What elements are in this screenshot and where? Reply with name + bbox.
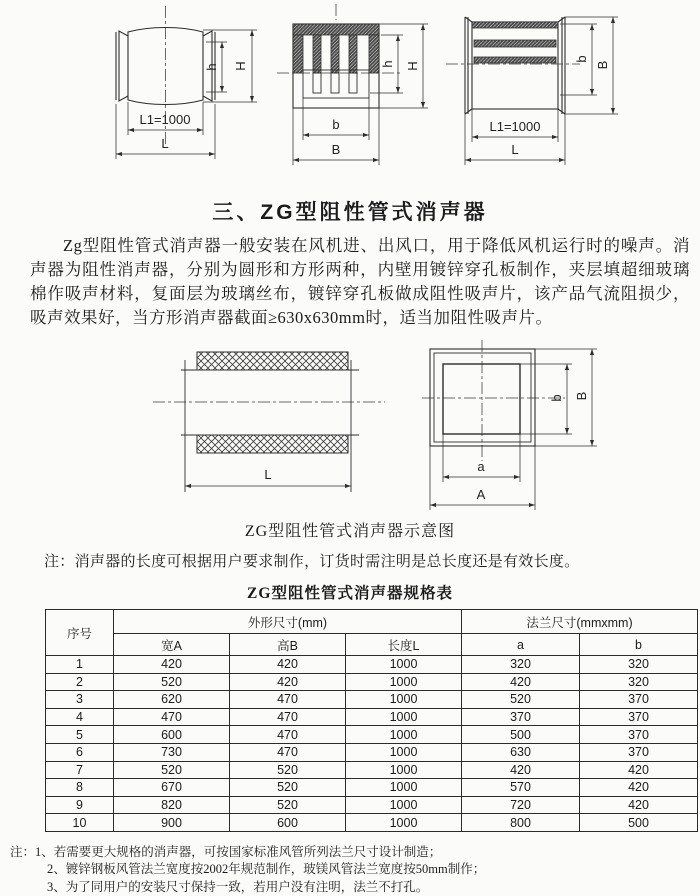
spec-cell: 570 [462,779,580,797]
spec-row [46,743,698,761]
drawing-square-silencer-elevation [440,0,660,192]
splitter-band [474,57,556,63]
footnote-line: 3、为了同用户的安装尺寸保持一致，若用户没有注明，法兰不打孔。 [47,879,429,894]
dim-label-H: H [233,61,248,71]
spec-table-body [46,656,698,832]
spec-cell: 5 [46,726,114,744]
spec-cell: 1 [46,656,114,674]
spec-cell: 900 [114,814,230,832]
footnote-line: 注：1、若需要更大规格的消声器，可按国家标准风管所列法兰尺寸设计制造； [10,844,442,859]
drawing-round-section [145,340,397,508]
spec-cell: 520 [230,796,346,814]
spec-cell: 10 [46,814,114,832]
liner-band [472,22,558,28]
dim-label-h: h [380,60,395,68]
spec-cell: 470 [230,708,346,726]
spec-cell: 470 [230,743,346,761]
spec-cell: 520 [230,761,346,779]
spec-cell: 630 [462,743,580,761]
spec-cell: 2 [46,673,114,691]
spec-cell: 600 [114,726,230,744]
dim-label-B: B [574,391,589,401]
figure-note: 注：消声器的长度可根据用户要求制作，订货时需注明是总长度还是有效长度。 [44,554,580,570]
spec-cell: 1000 [346,796,462,814]
drawing-round-silencer-elevation [90,0,275,192]
dim-label-L: L [264,467,272,482]
spec-cell: 820 [114,796,230,814]
spec-row [46,673,698,691]
spec-row [46,779,698,797]
dim-label-a: a [477,459,485,474]
col-header-flange-b: b [580,634,698,656]
splitter-lower [313,73,321,93]
spec-cell: 470 [114,708,230,726]
drawing-square-silencer-front [273,0,448,192]
spec-cell: 8 [46,779,114,797]
spec-cell: 7 [46,761,114,779]
splitter-lower [349,73,357,93]
spec-cell: 420 [230,673,346,691]
drawing-square-section [420,336,640,514]
figure-top-row [0,0,700,194]
dim-label-L1: L1=1000 [139,112,191,127]
dim-label-L1: L1=1000 [489,119,541,134]
dim-label-B: B [331,142,341,157]
spec-cell: 370 [462,708,580,726]
left-flange [119,31,128,101]
spec-cell: 1000 [346,708,462,726]
table-title: ZG型阻性管式消声器规格表 [247,585,453,602]
spec-cell: 470 [230,726,346,744]
dim-label-b: b [549,394,564,402]
col-group-flange: 法兰尺寸(mmxmm) [462,610,698,634]
spec-cell: 320 [580,656,698,674]
section-heading: 三、ZG型阻性管式消声器 [212,201,488,224]
bottom-absorber-wall [197,435,348,453]
splitter-lower [331,73,339,93]
figure-caption: ZG型阻性管式消声器示意图 [244,523,456,540]
top-liner [293,24,379,35]
spec-cell: 1000 [346,691,462,709]
right-liner [369,35,379,73]
spec-cell: 420 [580,779,698,797]
dim-label-H: H [405,61,420,71]
spec-cell: 1000 [346,726,462,744]
spec-row [46,726,698,744]
spec-cell: 520 [114,673,230,691]
spec-cell: 420 [462,673,580,691]
col-header-length: 长度L [346,634,462,656]
dim-label-h: h [204,63,219,71]
col-header-width: 宽A [114,634,230,656]
spec-cell: 1000 [346,673,462,691]
spec-cell: 420 [580,796,698,814]
splitter-band [474,40,556,47]
dim-label-b: b [332,117,340,132]
spec-row [46,761,698,779]
spec-cell: 3 [46,691,114,709]
spec-cell: 320 [580,673,698,691]
spec-cell: 420 [580,761,698,779]
spec-cell: 370 [580,708,698,726]
spec-cell: 420 [230,656,346,674]
spec-table [45,609,698,832]
spec-row [46,814,698,832]
spec-cell: 1000 [346,814,462,832]
spec-cell: 1000 [346,656,462,674]
spec-cell: 730 [114,743,230,761]
spec-cell: 520 [114,761,230,779]
spec-cell: 320 [462,656,580,674]
dim-label-B: B [595,60,610,70]
description-paragraph: Zg型阻性管式消声器一般安装在风机进、出风口，用于降低风机运行时的噪声。消声器为阻性消声器，分别为圆形和方形两种，内壁用镀锌穿孔板制作，夹层填超细玻璃棉作吸声材料，复面层为玻璃丝布，镀锌穿孔板做成阻性吸声片，该产品气流阻损少，吸声效果好，当方形消声器截面≥630x630mm时，适当加阻性吸声片。 [30,236,690,327]
spec-cell: 370 [580,691,698,709]
spec-cell: 800 [462,814,580,832]
col-header-flange-a: a [462,634,580,656]
spec-cell: 1000 [346,743,462,761]
footnotes [10,844,700,896]
spec-cell: 470 [230,691,346,709]
middle-shell [434,353,531,442]
dim-label-L: L [511,142,519,157]
spec-cell: 420 [114,656,230,674]
dim-label-L: L [161,136,169,151]
spec-cell: 620 [114,691,230,709]
footnote-line: 2、镀锌钢板风管法兰宽度按2002年规范制作，玻镁风管法兰宽度按50mm制作； [47,862,486,877]
col-group-outline: 外形尺寸(mm) [114,610,462,634]
splitter [313,35,321,73]
spec-row [46,796,698,814]
col-header-height: 高B [230,634,346,656]
spec-cell: 370 [580,726,698,744]
spec-cell: 520 [462,691,580,709]
spec-cell: 420 [462,761,580,779]
spec-cell: 600 [230,814,346,832]
spec-cell: 370 [580,743,698,761]
spec-row [46,691,698,709]
left-liner [293,35,303,73]
spec-cell: 670 [114,779,230,797]
spec-cell: 1000 [346,761,462,779]
figure-schematic-row [0,336,700,516]
spec-cell: 1000 [346,779,462,797]
spec-cell: 500 [580,814,698,832]
spec-cell: 6 [46,743,114,761]
casing-outline [472,22,558,109]
dim-label-b: b [574,55,589,63]
inner-duct [443,364,520,434]
spec-cell: 520 [230,779,346,797]
spec-row [46,708,698,726]
splitter [349,35,357,73]
spec-cell: 4 [46,708,114,726]
spec-cell: 720 [462,796,580,814]
splitter [331,35,339,73]
spec-cell: 9 [46,796,114,814]
top-absorber-wall [197,352,348,370]
dim-label-A: A [476,487,486,502]
spec-cell: 500 [462,726,580,744]
spec-row [46,656,698,674]
col-header-index: 序号 [46,610,114,656]
